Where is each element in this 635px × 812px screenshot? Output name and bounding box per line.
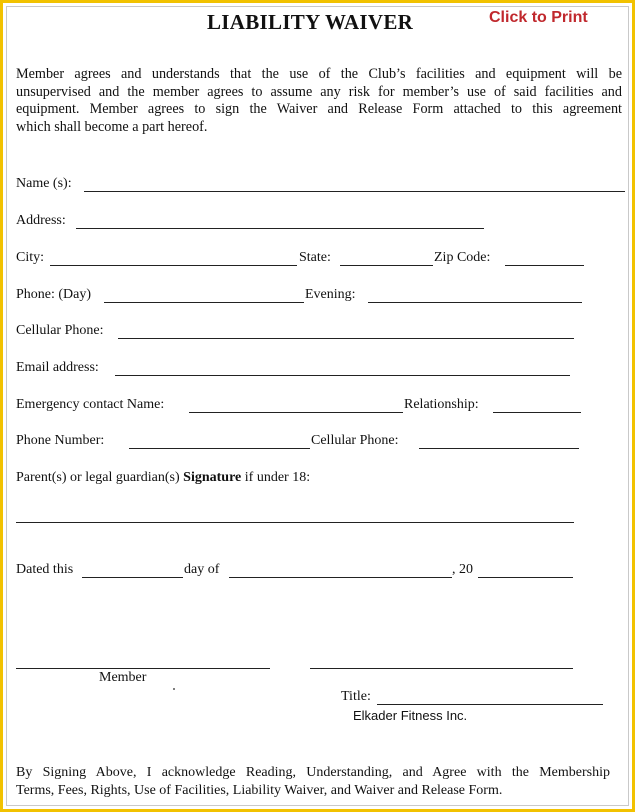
- intro-line: which shall become a part hereof.: [16, 118, 208, 135]
- company-name: Elkader Fitness Inc.: [353, 708, 468, 723]
- emergency-cellular-label: Cellular Phone:: [311, 433, 399, 448]
- day-of-label: day of: [184, 562, 220, 577]
- name-field[interactable]: [84, 191, 625, 192]
- state-field[interactable]: [340, 265, 433, 266]
- acknowledgement-line: By Signing Above, I acknowledge Reading, Understanding, and Agree with the Membership: [16, 765, 610, 780]
- title-field[interactable]: [377, 704, 603, 705]
- state-label: State:: [299, 250, 331, 265]
- city-label: City:: [16, 250, 45, 265]
- address-field[interactable]: [76, 228, 484, 229]
- cellular-phone-field[interactable]: [118, 338, 574, 339]
- intro-paragraph: [16, 66, 622, 136]
- phone-number-label: Phone Number:: [16, 433, 105, 448]
- click-to-print-link[interactable]: Click to Print: [489, 9, 588, 26]
- name-label: Name (s):: [16, 176, 72, 191]
- zip-label: Zip Code:: [434, 250, 491, 265]
- page-title: LIABILITY WAIVER: [207, 10, 414, 34]
- member-label: Member: [99, 670, 147, 685]
- emergency-cellular-field[interactable]: [419, 448, 579, 449]
- title-label: Title:: [341, 689, 371, 704]
- phone-day-field[interactable]: [104, 302, 304, 303]
- acknowledgement-text: [16, 764, 610, 800]
- emergency-phone-field[interactable]: [129, 448, 310, 449]
- zip-field[interactable]: [505, 265, 584, 266]
- intro-line: unsupervised and the member agrees to assume any risk for member’s use of said facilities and: [16, 83, 622, 100]
- guardian-signature-field[interactable]: [16, 522, 574, 523]
- evening-phone-field[interactable]: [368, 302, 582, 303]
- guardian-signature-label: [16, 470, 310, 486]
- guardian-label-prefix: Parent(s) or legal guardian(s): [16, 470, 180, 485]
- year-prefix-label: , 20: [452, 562, 473, 577]
- relationship-label: Relationship:: [404, 397, 479, 412]
- intro-line: equipment. Member agrees to sign the Waiver and Release Form attached to this agreement: [16, 101, 622, 117]
- member-signature-field[interactable]: [16, 668, 270, 669]
- email-field[interactable]: [115, 375, 570, 376]
- cellular-phone-label: Cellular Phone:: [16, 323, 104, 338]
- emergency-contact-label: Emergency contact Name:: [16, 397, 165, 412]
- club-signature-field[interactable]: [310, 668, 573, 669]
- scan-speck: [173, 688, 175, 690]
- email-label: Email address:: [16, 360, 99, 375]
- guardian-label-bold: Signature: [183, 470, 242, 485]
- acknowledgement-line: Terms, Fees, Rights, Use of Facilities, Liability Waiver, and Waiver and Release Form.: [16, 783, 503, 798]
- address-label: Address:: [16, 213, 66, 228]
- day-field[interactable]: [82, 577, 183, 578]
- emergency-contact-field[interactable]: [189, 412, 403, 413]
- phone-day-label: Phone: (Day): [16, 287, 92, 302]
- relationship-field[interactable]: [493, 412, 581, 413]
- guardian-label-suffix: if under 18:: [244, 470, 311, 485]
- month-field[interactable]: [229, 577, 452, 578]
- intro-line: Member agrees and understands that the use of the Club’s facilities and equipment will be: [16, 66, 622, 82]
- city-field[interactable]: [50, 265, 297, 266]
- dated-this-label: Dated this: [16, 562, 74, 577]
- year-field[interactable]: [478, 577, 573, 578]
- evening-label: Evening:: [305, 287, 356, 302]
